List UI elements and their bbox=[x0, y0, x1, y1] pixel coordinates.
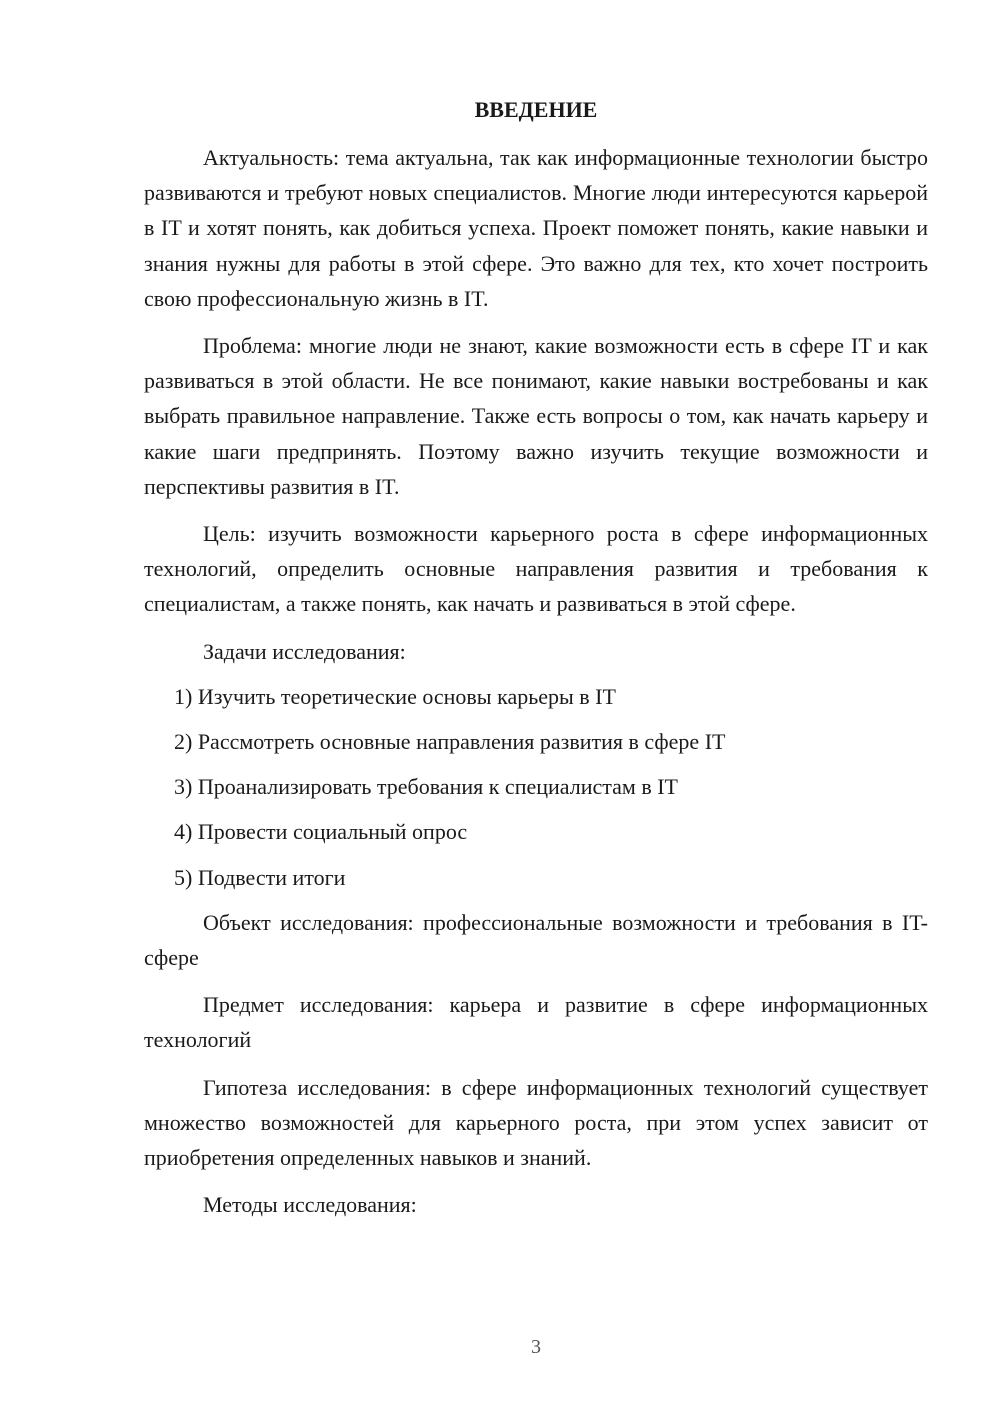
tasks-list bbox=[144, 679, 928, 895]
methods-heading: Методы исследования: bbox=[203, 1192, 417, 1218]
section-title: ВВЕДЕНИЕ bbox=[474, 97, 598, 122]
problem-paragraph: Проблема: многие люди не знают, какие возможности есть в сфере IT и как развиваться в этой области. Не все понимают, какие навыки востребованы и как выбрать правильное направление. Также есть вопросы о том, как начать карьеру и какие шаги предпринять. Поэтому важно изучить текущие возможности и перспективы развития в IT. bbox=[144, 333, 928, 499]
page-number: 3 bbox=[531, 1336, 541, 1358]
list-item: 2) Рассмотреть основные направления развития в сфере IT bbox=[174, 729, 726, 755]
list-item: 5) Подвести итоги bbox=[174, 864, 346, 890]
hypothesis-paragraph: Гипотеза исследования: в сфере информационных технологий существует множество возможностей для карьерного роста, при этом успех зависит от приобретения определенных навыков и знаний. bbox=[144, 1074, 928, 1171]
page-content bbox=[144, 94, 928, 1232]
subject-paragraph: Предмет исследования: карьера и развитие в сфере информационных технологий bbox=[144, 992, 928, 1053]
goal-paragraph: Цель: изучить возможности карьерного роста в сфере информационных технологий, определить основные направления развития и требования к специалистам, а также понять, как начать и развиваться в этой сфере. bbox=[144, 521, 928, 617]
list-item: 1) Изучить теоретические основы карьеры в IT bbox=[174, 683, 616, 709]
list-item: 4) Провести социальный опрос bbox=[174, 819, 468, 845]
object-paragraph: Объект исследования: профессиональные возможности и требования в IT-сфере bbox=[144, 909, 928, 971]
list-item: 3) Проанализировать требования к специалистам в IT bbox=[174, 774, 678, 800]
tasks-heading: Задачи исследования: bbox=[203, 638, 406, 664]
relevance-paragraph: Актуальность: тема актуальна, так как информационные технологии быстро развиваются и требуют новых специалистов. Многие люди интересуются карьерой в IT и хотят понять, как добиться успеха. Проект поможет понять, какие навыки и знания нужны для работы в этой сфере. Это важно для тех, кто хочет построить свою профессиональную жизнь в IT. bbox=[144, 145, 928, 311]
